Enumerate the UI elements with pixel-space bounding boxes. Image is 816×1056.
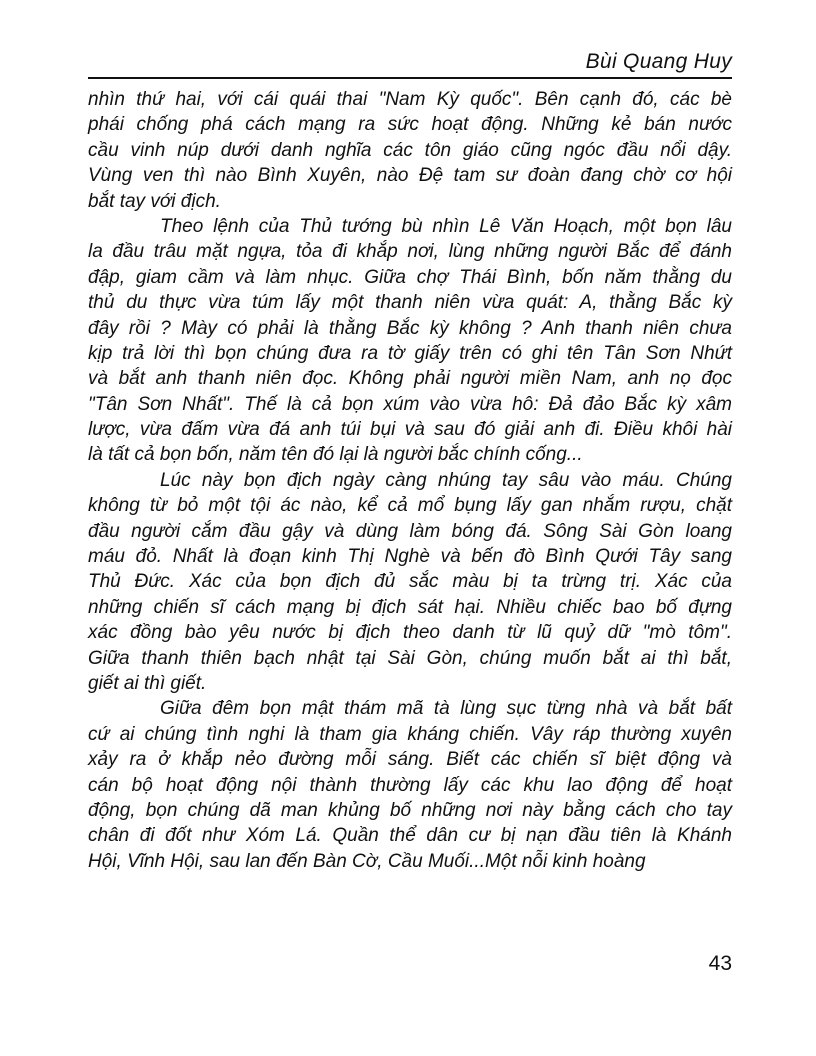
text-line: cứ ai chúng tình nghi là tham gia kháng chiến. Vây ráp thường xuyên [88,723,732,745]
text-line: giết ai thì giết. [88,672,207,694]
paragraph [88,468,732,697]
text-line: Giữa thanh thiên bạch nhật tại Sài Gòn, chúng muốn bắt ai thì bắt, [88,647,732,669]
text-line: chân đi đốt như Xóm Lá. Quần thể dân cư bị nạn đầu tiên là Khánh [88,825,732,847]
text-line: những chiến sĩ cách mạng bị địch sát hại. Nhiều chiếc bao bố đựng [88,596,732,618]
text-line: Thủ Đức. Xác của bọn địch đủ sắc màu bị ta trừng trị. Xác của [88,571,732,593]
text-line: động, bọn chúng dã man khủng bố những nơi này bằng cách cho tay [88,799,732,821]
header-rule [88,77,732,79]
text-line: xảy ra ở khắp nẻo đường mỗi sáng. Biết các chiến sĩ biệt động và [88,749,732,771]
text-line: Vùng ven thì nào Bình Xuyên, nào Đệ tam sư đoàn đang chờ cơ hội [88,165,732,187]
text-line: cầu vinh núp dưới danh nghĩa các tôn giáo cũng ngóc đầu nổi dậy. [88,139,732,161]
paragraph [88,87,732,214]
text-line: la đầu trâu mặt ngựa, tỏa đi khắp nơi, lùng những người Bắc để đánh [88,241,732,263]
text-line: và bắt anh thanh niên đọc. Không phải người miền Nam, anh nọ đọc [88,368,732,390]
text-line: xác đồng bào yêu nước bị địch theo danh từ lũ quỷ dữ "mò tôm". [88,622,732,644]
text-line: máu đỏ. Nhất là đoạn kinh Thị Nghè và bến đò Bình Qưới Tây sang [88,546,732,568]
body-text [88,87,732,874]
text-line: phái chống phá cách mạng ra sức hoạt động. Những kẻ bán nước [88,114,732,136]
text-line: thủ du thực vừa túm lấy một thanh niên vừa quát: A, thằng Bắc kỳ [88,292,732,314]
text-line: đầu người cắm đầu gậy và dùng làm bóng đá. Sông Sài Gòn loang [88,520,732,542]
text-line: Giữa đêm bọn mật thám mã tà lùng sục từng nhà và bắt bất [160,698,732,720]
text-line: Lúc này bọn địch ngày càng nhúng tay sâu vào máu. Chúng [160,469,732,491]
text-line: nhìn thứ hai, với cái quái thai "Nam Kỳ quốc". Bên cạnh đó, các bè [88,89,732,110]
text-line: đập, giam cầm và làm nhục. Giữa chợ Thái Bình, bốn năm thằng du [88,266,732,288]
paragraph [88,214,732,468]
text-line: "Tân Sơn Nhất". Thế là cả bọn xúm vào vừa hô: Đả đảo Bắc kỳ xâm [88,393,732,415]
running-header-author: Bùi Quang Huy [585,50,732,73]
text-line: Hội, Vĩnh Hội, sau lan đến Bàn Cờ, Cầu Muối...Một nỗi kinh hoàng [88,850,646,872]
text-line: cán bộ hoạt động nội thành thường lấy các khu lao động để hoạt [88,774,732,796]
page-number: 43 [708,952,732,975]
text-line: lược, vừa đấm vừa đá anh túi bụi và sau đó giải anh đi. Điều khôi hài [88,419,732,441]
text-line: là tất cả bọn bốn, năm tên đó lại là người bắc chính cống... [88,444,583,466]
text-line: kịp trả lời thì bọn chúng đưa ra tờ giấy trên có ghi tên Tân Sơn Nhứt [88,342,732,364]
paragraph [88,696,732,874]
text-line: đây rồi ? Mày có phải là thằng Bắc kỳ không ? Anh thanh niên chưa [88,317,732,339]
text-line: Theo lệnh của Thủ tướng bù nhìn Lê Văn Hoạch, một bọn lâu [160,215,732,237]
text-line: bắt tay với địch. [88,190,221,212]
text-line: không từ bỏ một tội ác nào, kể cả mổ bụng lấy gan nhắm rượu, chặt [88,495,732,517]
